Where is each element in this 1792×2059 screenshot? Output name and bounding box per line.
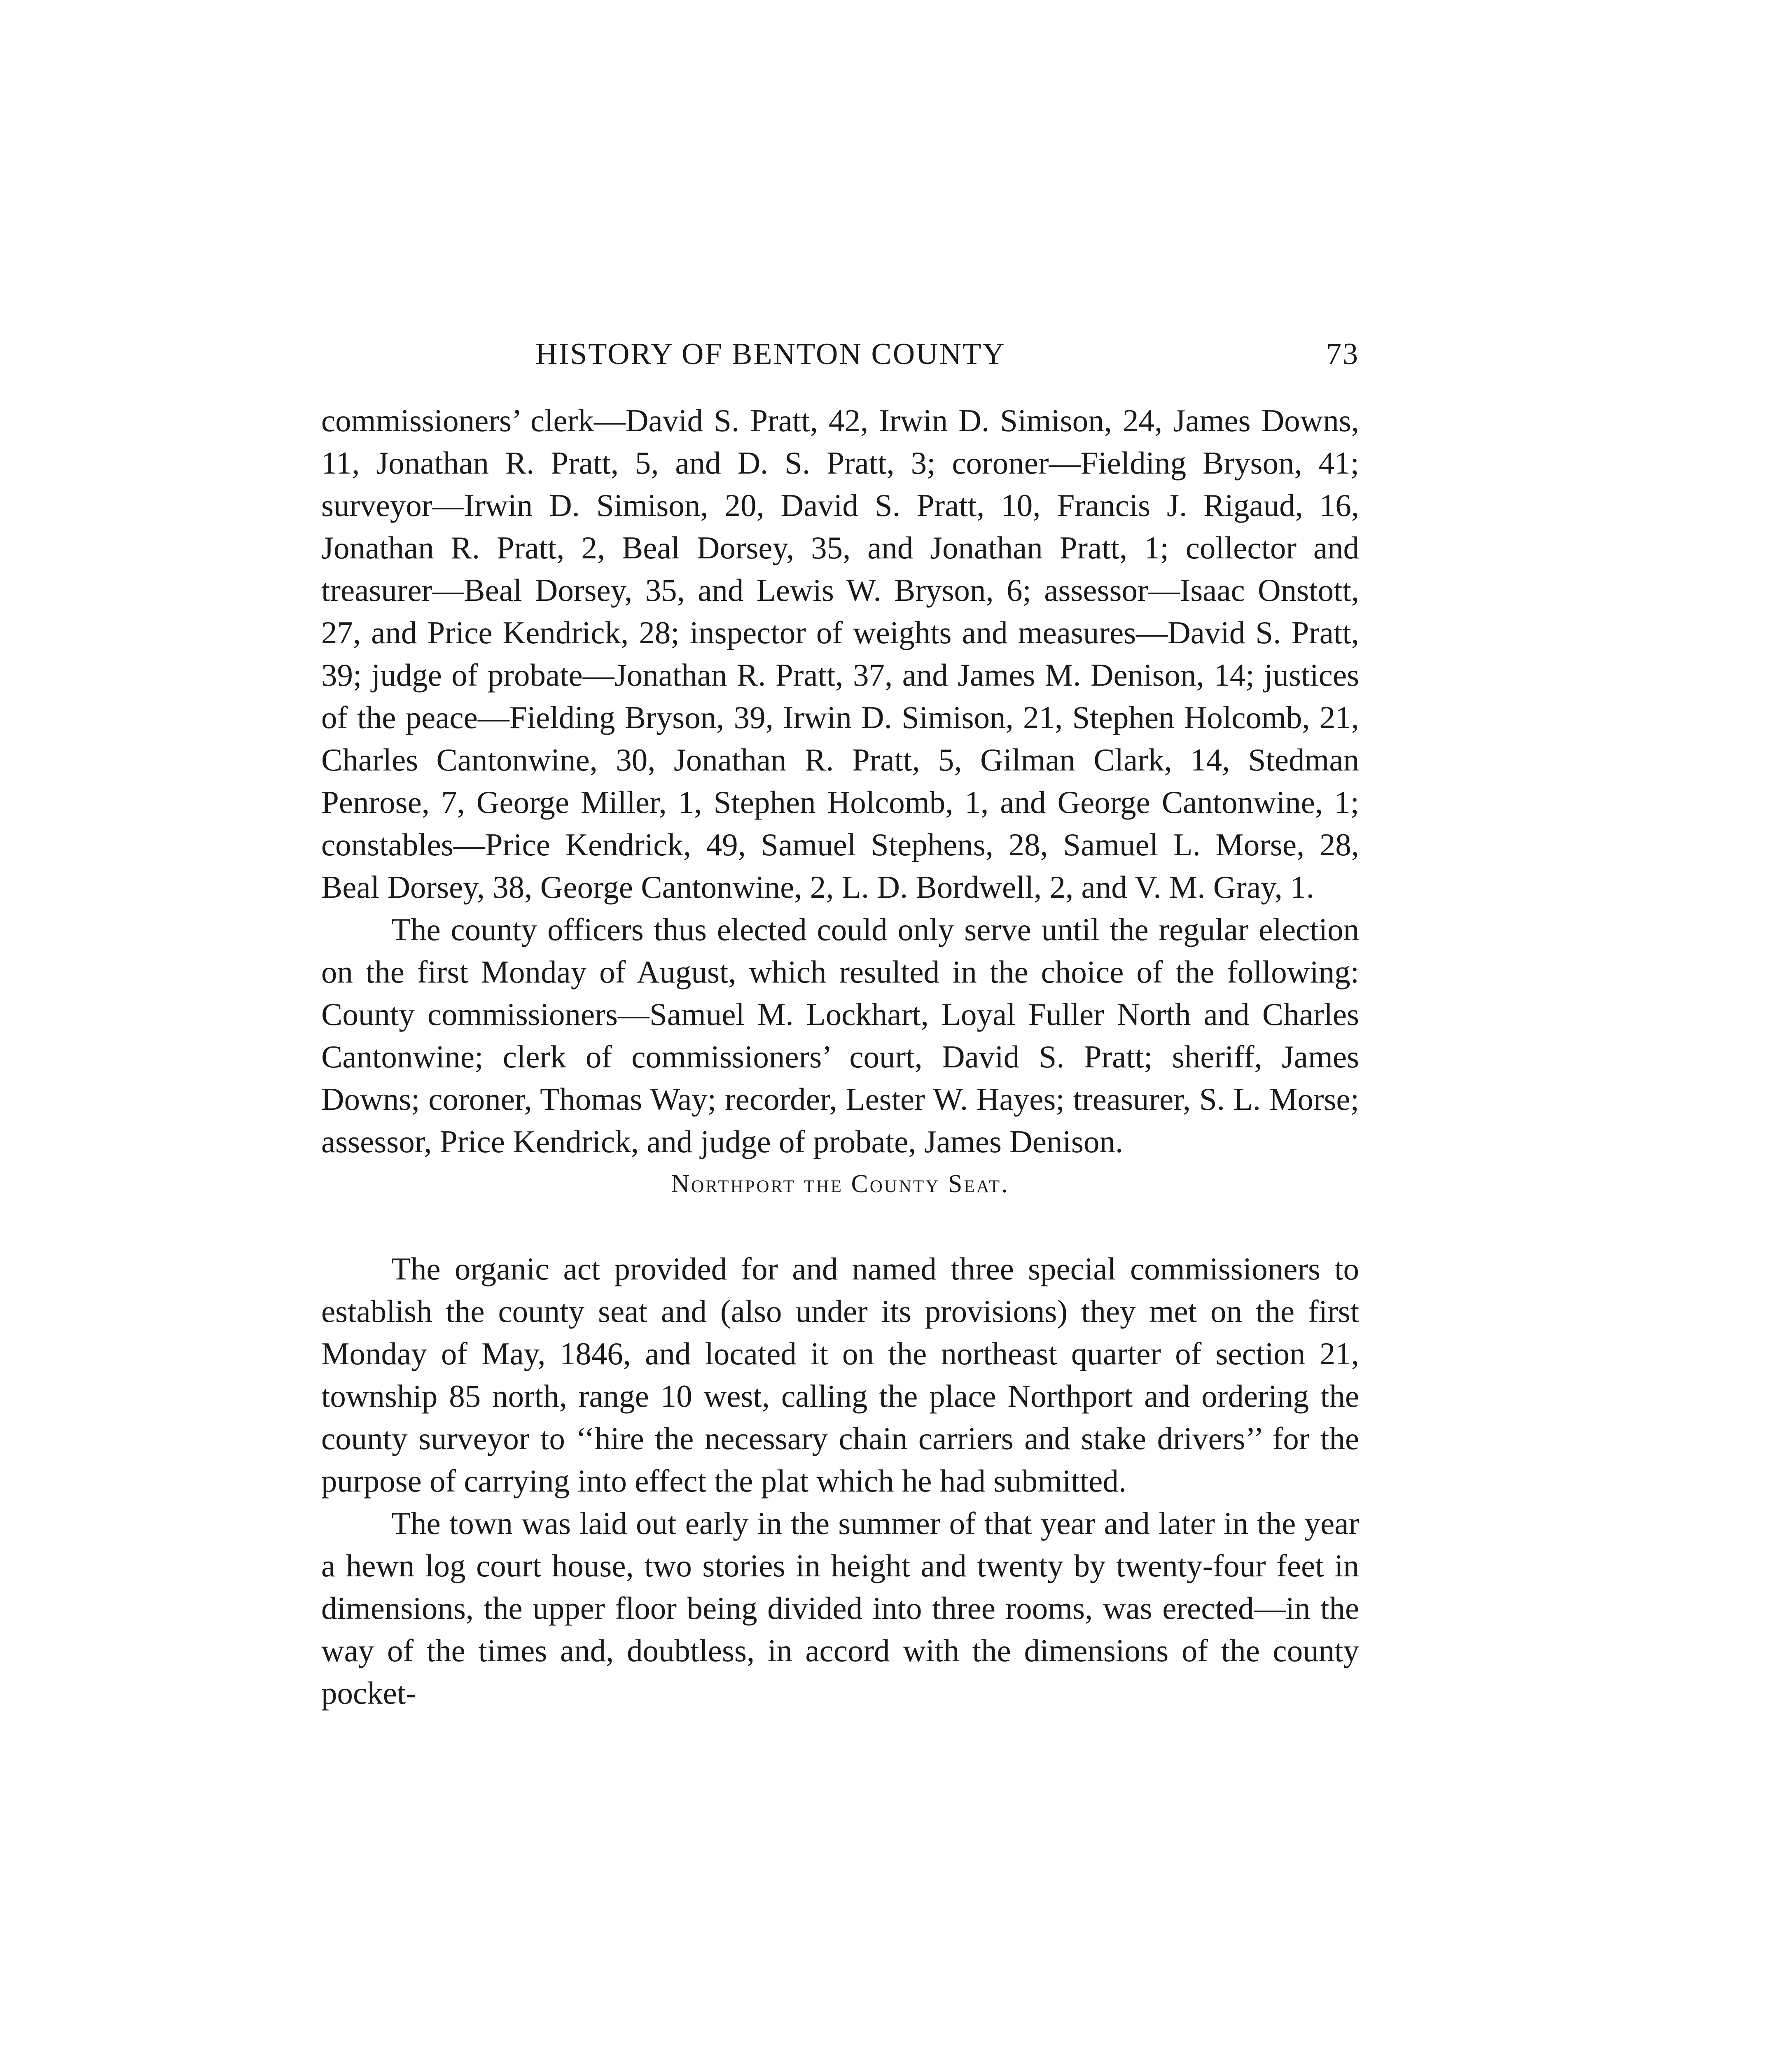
section-spacer [321,1205,1359,1248]
section-heading: Northport the County Seat. [671,1170,1009,1198]
paragraph-court-house: The town was laid out early in the summer of that year and later in the year a hewn log court house, two stories in height and twenty by twenty-four feet in dimensions, the upper floor being divided into three rooms, was erected—in the way of the times and, doubtless, in accord with the dimensions of the county pocket- [321,1506,1359,1711]
body-text [321,399,1359,1714]
paragraph-organic-act: The organic act provided for and named three special commissioners to establish the county seat and (also under its provisions) they met on the first Monday of May, 1846, and located it on the northeast quarter of section 21, township 85 north, range 10 west, calling the place Northport and ordering the county surveyor to ‘‘hire the necessary chain carriers and stake drivers’’ for the purpose of carrying into effect the plat which he had submitted. [321,1251,1359,1499]
paragraph-election-results: commissioners’ clerk—David S. Pratt, 42, Irwin D. Simison, 24, James Downs, 11, Jonathan R. Pratt, 5, and D. S. Pratt, 3; coroner—Fielding Bryson, 41; surveyor—Irwin D. Simison, 20, David S. Pratt, 10, Francis J. Rigaud, 16, Jonathan R. Pratt, 2, Beal Dorsey, 35, and Jonathan Pratt, 1; collector and treasurer—Beal Dorsey, 35, and Lewis W. Bryson, 6; assessor—Isaac Onstott, 27, and Price Kendrick, 28; inspector of weights and measures—David S. Pratt, 39; judge of probate—Jonathan R. Pratt, 37, and James M. Denison, 14; justices of the peace—Fielding Bryson, 39, Irwin D. Simison, 21, Stephen Holcomb, 21, Charles Cantonwine, 30, Jonathan R. Pratt, 5, Gilman Clark, 14, Stedman Penrose, 7, George Miller, 1, Stephen Holcomb, 1, and George Cantonwine, 1; constables—Price Kendrick, 49, Samuel Stephens, 28, Samuel L. Morse, 28, Beal Dorsey, 38, George Cantonwine, 2, L. D. Bordwell, 2, and V. M. Gray, 1. [321,403,1359,905]
page-number: 73 [1326,337,1359,371]
running-header [321,334,1359,375]
running-title: HISTORY OF BENTON COUNTY [535,337,1006,371]
book-page [321,334,1359,1714]
paragraph-regular-election: The county officers thus elected could only serve until the regular election on the first Monday of August, which resulted in the choice of the following: County commissioners—Samuel M. Lockhart, Loyal Fuller North and Charles Cantonwine; clerk of commissioners’ court, David S. Pratt; sheriff, James Downs; coroner, Thomas Way; recorder, Lester W. Hayes; treasurer, S. L. Morse; assessor, Price Kendrick, and judge of probate, James Denison. [321,912,1359,1159]
